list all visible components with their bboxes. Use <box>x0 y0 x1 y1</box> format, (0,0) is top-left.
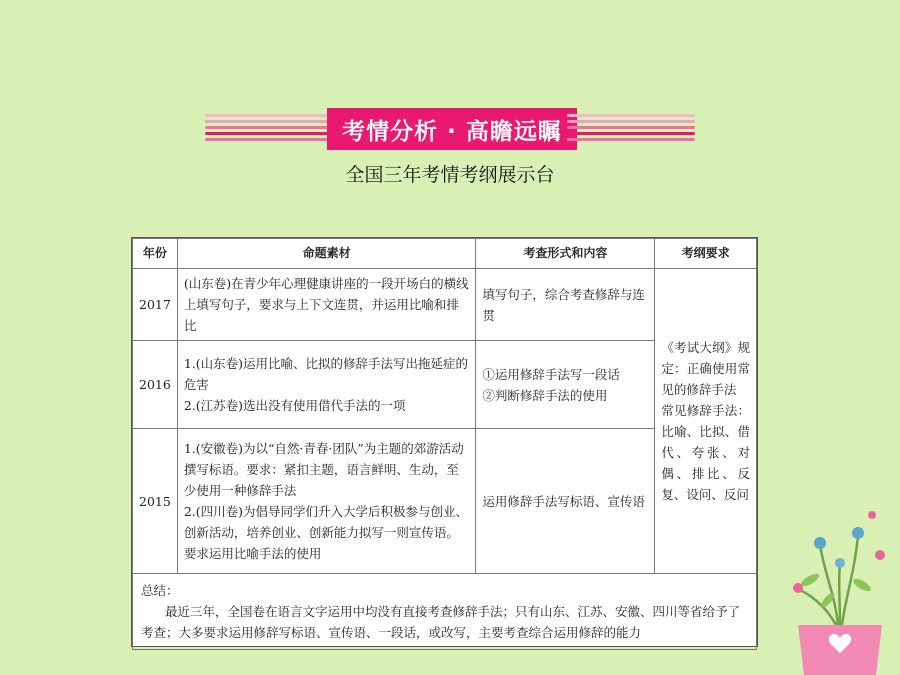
summary-text: 最近三年，全国卷在语言文字运用中均没有直接考查修辞手法；只有山东、江苏、安徽、四川等省给予了考查；大多要求运用修辞写标语、宣传语、一段话，或改写，主要考查综合运用修辞的能力 <box>141 604 741 640</box>
table-row <box>133 269 757 341</box>
form-line: ②判断修辞手法的使用 <box>482 387 608 403</box>
banner-stripes-left <box>205 114 333 144</box>
summary-cell <box>133 574 757 650</box>
material-line: 2.(四川卷)为倡导同学们升入大学后积极参与创业、创新活动，培养创业、创新能力拟写一则宣传语。要求运用比喻手法的使用 <box>183 504 468 561</box>
header-form: 考查形式和内容 <box>476 239 655 269</box>
leaves-icon <box>799 572 872 610</box>
row-form <box>476 269 655 341</box>
header-material: 命题素材 <box>177 239 476 269</box>
banner-stripes-right <box>567 114 695 144</box>
material-line: (山东卷)在青少年心理健康讲座的一段开场白的横线上填写句子，要求与上下文连贯，并运用比喻和排比 <box>183 276 469 333</box>
page-subtitle: 全国三年考情考纲展示台 <box>345 164 555 186</box>
form-line: ①运用修辞手法写一段话 <box>482 366 620 382</box>
requirement-cell <box>655 269 757 574</box>
table-header-row <box>133 239 757 269</box>
row-form <box>476 341 655 429</box>
summary-label: 总结： <box>141 583 179 598</box>
row-year: 2015 <box>133 429 178 574</box>
row-material <box>177 429 476 574</box>
header-requirement: 考纲要求 <box>655 239 757 269</box>
section-banner <box>205 108 695 150</box>
banner-title: 考情分析 · 高瞻远瞩 <box>327 108 577 150</box>
form-line: 填写句子，综合考查修辞与连贯 <box>482 286 645 323</box>
material-line: 2.(江苏卷)选出没有使用借代手法的一项 <box>183 398 406 413</box>
material-line: 1.(安徽卷)为以“自然·青春·团队”为主题的郊游活动撰写标语。要求：紧扣主题，语言鲜明、生动，至少使用一种修辞手法 <box>183 441 464 498</box>
row-material <box>177 341 476 429</box>
row-year: 2017 <box>133 269 178 341</box>
exam-analysis-table <box>131 237 758 647</box>
row-form <box>476 429 655 574</box>
header-year: 年份 <box>133 239 178 269</box>
row-year: 2016 <box>133 341 178 429</box>
material-line: 1.(山东卷)运用比喻、比拟的修辞手法写出拖延症的危害 <box>183 356 468 392</box>
flower-pot-decoration <box>780 485 900 675</box>
summary-row <box>133 574 757 650</box>
requirement-line: 《考试大纲》规定：正确使用常见的修辞手法 <box>661 340 750 397</box>
requirement-line: 常见修辞手法：比喻、比拟、借代、夸张、对偶、排比、反复、设问、反问 <box>661 403 750 502</box>
row-material <box>177 269 476 341</box>
form-line: 运用修辞手法写标语、宣传语 <box>482 493 645 509</box>
